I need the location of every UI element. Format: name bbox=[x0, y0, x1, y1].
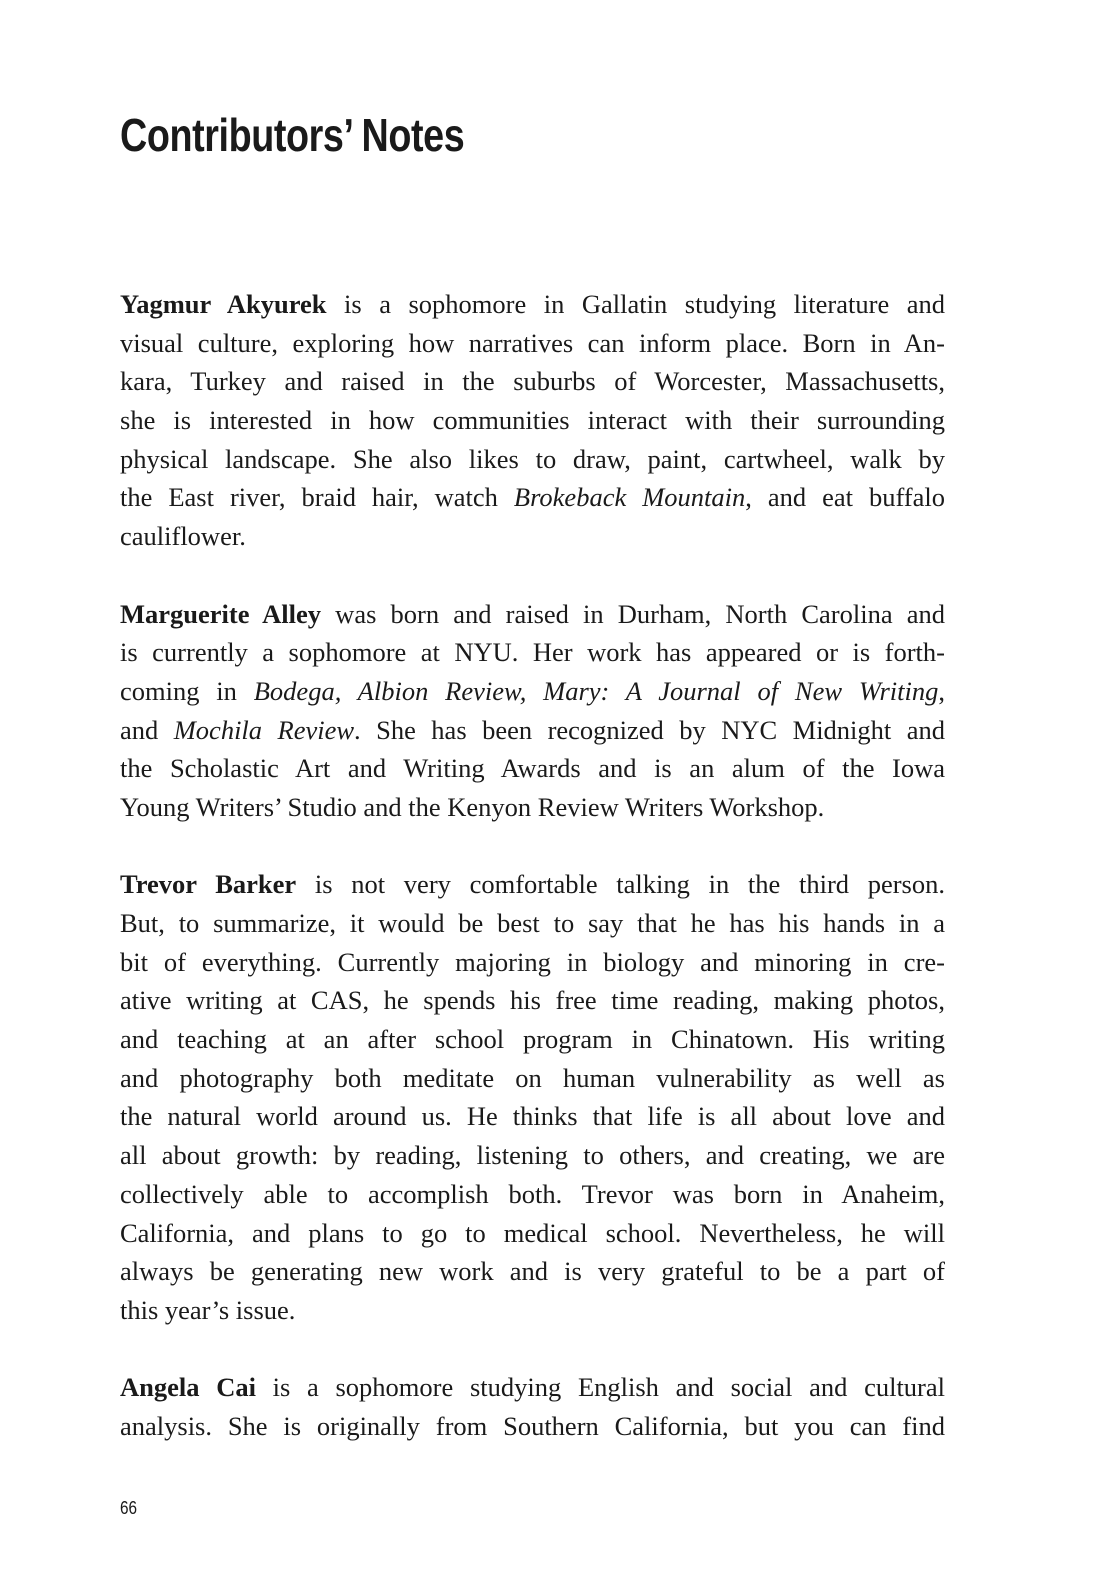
text-line bbox=[120, 595, 945, 634]
text-segment: collectively able to accomplish both. Trevor was born in Anaheim, bbox=[120, 1178, 945, 1209]
contributor-note bbox=[120, 865, 945, 1329]
text-line bbox=[120, 1407, 945, 1446]
contributor-note bbox=[120, 1368, 945, 1445]
text-line bbox=[120, 981, 945, 1020]
contributors-notes-body bbox=[120, 285, 945, 1484]
text-segment: is a sophomore in Gallatin studying literature and bbox=[326, 289, 945, 319]
text-line bbox=[120, 711, 945, 750]
page-title: Contributors’ Notes bbox=[120, 109, 465, 161]
text-segment: . She has been recognized by NYC Midnight and bbox=[354, 714, 945, 745]
text-segment: all about growth: by reading, listening to others, and creating, we are bbox=[120, 1140, 945, 1171]
text-segment: and bbox=[120, 714, 174, 745]
text-line bbox=[120, 362, 945, 401]
text-line bbox=[120, 1020, 945, 1059]
text-segment: is a sophomore studying English and social and cultural bbox=[255, 1372, 946, 1403]
text-line bbox=[120, 943, 945, 982]
italic-title: Brokeback Mountain bbox=[513, 482, 746, 513]
contributor-name: Yagmur Akyurek bbox=[120, 289, 327, 319]
contributor-note bbox=[120, 285, 945, 556]
text-line bbox=[120, 1175, 945, 1214]
text-segment: , and eat buffalo bbox=[745, 482, 945, 513]
text-segment: is not very comfortable talking in the third person. bbox=[296, 869, 945, 900]
text-segment: the East river, braid hair, watch bbox=[120, 482, 514, 513]
text-line bbox=[120, 749, 945, 788]
text-line bbox=[120, 788, 945, 827]
text-segment: But, to summarize, it would be best to say that he has his hands in a bbox=[120, 908, 945, 938]
text-line bbox=[120, 440, 945, 479]
text-line bbox=[120, 672, 945, 711]
contributor-name: Marguerite Alley bbox=[120, 598, 322, 629]
text-line bbox=[120, 1059, 945, 1098]
text-line bbox=[120, 517, 945, 556]
text-segment: physical landscape. She also likes to draw, paint, cartwheel, walk by bbox=[120, 443, 945, 474]
text-segment: ative writing at CAS, he spends his free time reading, making photos, bbox=[120, 985, 945, 1016]
text-segment: she is interested in how communities interact with their surrounding bbox=[120, 405, 945, 436]
italic-title: Bodega, Albion Review, Mary: A Journal of New Writing bbox=[253, 675, 939, 706]
page-number: 66 bbox=[120, 1498, 138, 1518]
text-line bbox=[120, 1097, 945, 1136]
text-line bbox=[120, 904, 945, 943]
text-line bbox=[120, 865, 945, 904]
text-line bbox=[120, 1291, 945, 1330]
text-segment: , bbox=[938, 675, 945, 706]
text-segment: kara, Turkey and raised in the suburbs of Worcester, Massachusetts, bbox=[120, 366, 945, 397]
text-segment: and photography both meditate on human vulnerability as well as bbox=[120, 1062, 945, 1093]
text-line bbox=[120, 478, 945, 517]
text-segment: the natural world around us. He thinks that life is all about love and bbox=[120, 1101, 945, 1132]
contributor-name: Angela Cai bbox=[120, 1372, 256, 1403]
text-line bbox=[120, 324, 945, 363]
text-segment: was born and raised in Durham, North Carolina and bbox=[321, 598, 946, 629]
text-segment: and teaching at an after school program in Chinatown. His writing bbox=[120, 1024, 945, 1055]
text-segment: coming in bbox=[120, 675, 254, 706]
text-segment: Young Writers’ Studio and the Kenyon Review Writers Workshop. bbox=[120, 791, 825, 822]
contributor-name: Trevor Barker bbox=[120, 869, 297, 900]
text-line bbox=[120, 1368, 945, 1407]
contributor-note bbox=[120, 595, 945, 827]
text-segment: this year’s issue. bbox=[120, 1294, 296, 1325]
text-segment: the Scholastic Art and Writing Awards and is an alum of the Iowa bbox=[120, 753, 945, 784]
text-segment: always be generating new work and is very grateful to be a part of bbox=[120, 1256, 945, 1287]
text-segment: analysis. She is originally from Southern California, but you can find bbox=[120, 1410, 945, 1441]
text-segment: visual culture, exploring how narratives can inform place. Born in An- bbox=[120, 327, 945, 358]
italic-title: Mochila Review bbox=[173, 714, 355, 745]
text-line bbox=[120, 1252, 945, 1291]
text-segment: cauliflower. bbox=[120, 521, 246, 552]
text-segment: bit of everything. Currently majoring in biology and minoring in cre- bbox=[120, 946, 945, 977]
text-line bbox=[120, 633, 945, 672]
text-line bbox=[120, 401, 945, 440]
text-segment: California, and plans to go to medical school. Nevertheless, he will bbox=[120, 1217, 945, 1248]
text-line bbox=[120, 1214, 945, 1253]
text-line bbox=[120, 285, 945, 324]
text-segment: is currently a sophomore at NYU. Her work has appeared or is forth- bbox=[120, 637, 945, 668]
text-line bbox=[120, 1136, 945, 1175]
